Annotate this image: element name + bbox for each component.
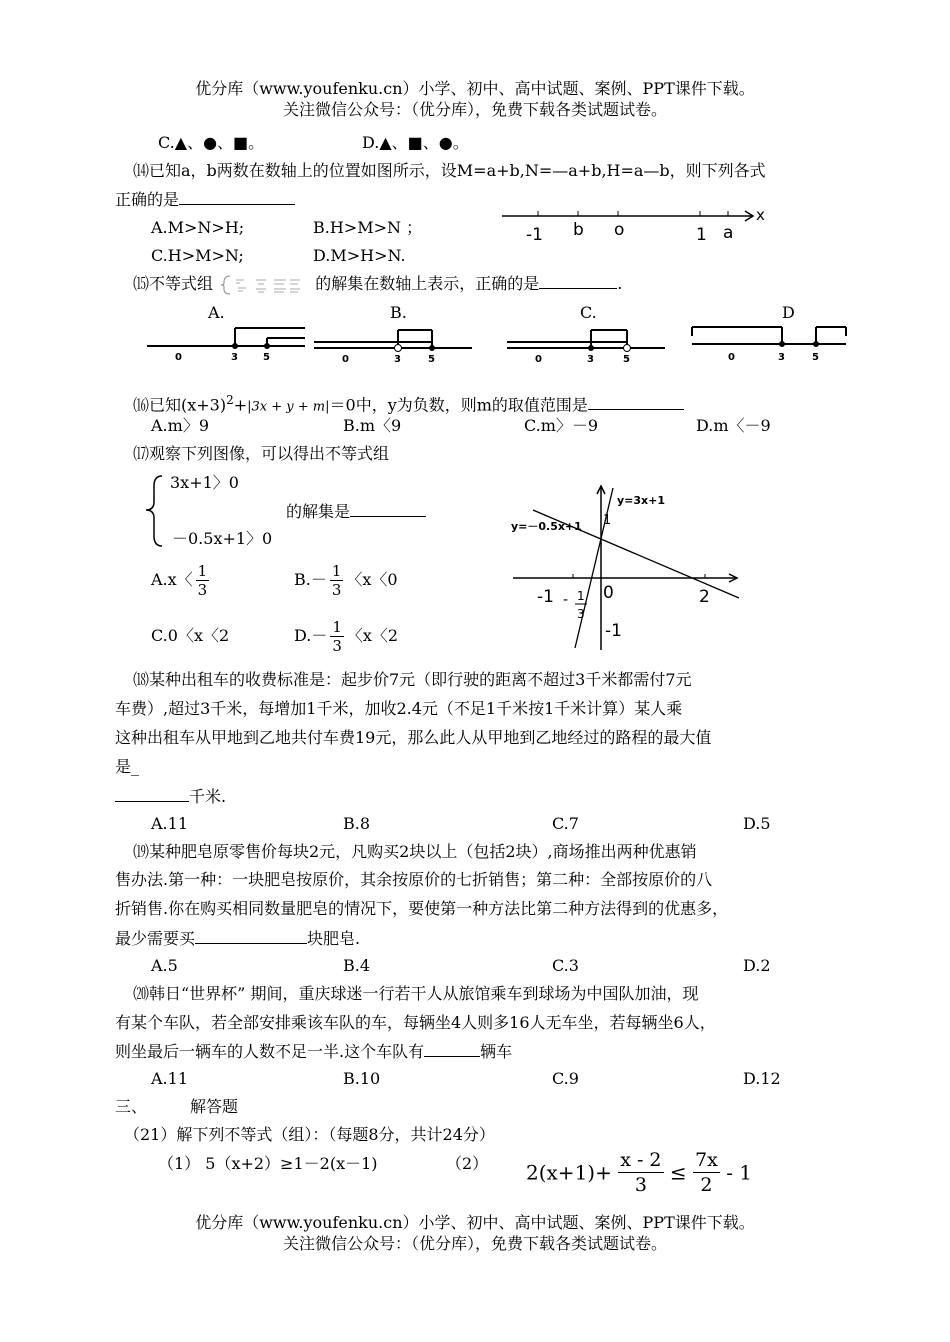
q19-option-a: A.5: [151, 956, 178, 975]
q17-inequality-2: －0.5x+1〉0: [172, 529, 273, 548]
q21-part-1: （1） 5（x+2）≥1－2(x－1): [158, 1154, 378, 1173]
q14-option-c: C.H>M>N;: [151, 246, 244, 265]
svg-text:5: 5: [263, 352, 270, 363]
svg-text:0: 0: [175, 352, 182, 363]
svg-text:0: 0: [728, 352, 735, 363]
graph-y-intercept: 1: [603, 513, 612, 528]
q19-line-3: 折销售.你在购买相同数量肥皂的情况下，要使第一种方法比第二种方法得到的优惠多，: [115, 899, 729, 918]
q15-option-c-label: C.: [580, 303, 597, 322]
q19-option-d: D.2: [743, 956, 771, 975]
svg-text:1: 1: [577, 589, 585, 603]
q19-line-1: ⒆某种肥皂原零售价每块2元，凡购买2块以上（包括2块）,商场推出两种优惠销: [133, 842, 697, 861]
q17-solution-text: 的解集是: [286, 500, 426, 523]
q20-option-d: D.12: [743, 1069, 781, 1088]
q17-option-d: D.－ $\frac{1}{3}$ 〈x〈2: [294, 618, 399, 655]
svg-text:5: 5: [812, 352, 819, 363]
q15-text: ⒂不等式组 的解集在数轴上表示，正确的是 .: [133, 272, 622, 296]
q14-option-a: A.M>N>H;: [151, 218, 245, 237]
q14-text-1: ⒁已知a，b两数在数轴上的位置如图所示，设M=a+b,N=—a+b,H=a—b，则下列各式: [133, 161, 766, 180]
axis-label-a: a: [723, 223, 734, 243]
q15-option-c-number-line: [505, 324, 670, 368]
graph-label-minus1: -1: [537, 587, 554, 607]
q18-option-c: C.7: [552, 814, 579, 833]
footer-line-1: 优分库（www.youfenku.cn）小学、初中、高中试题、案例、PPT课件下载。: [195, 1213, 755, 1232]
graph-label-2: 2: [699, 587, 710, 607]
q18-option-b: B.8: [343, 814, 371, 833]
axis-label-minus1: -1: [526, 225, 543, 245]
q15-option-b-label: B.: [390, 303, 407, 322]
axis-x-label: x: [756, 206, 765, 224]
q18-line-5: 千米.: [115, 785, 226, 808]
q18-line-2: 车费）,超过3千米，每增加1千米，加收2.4元（不足1千米按1千米计算）某人乘: [115, 699, 683, 718]
q13-option-d: D.▲、■、●。: [362, 133, 469, 152]
graph-label-line2: y=－0.5x+1: [511, 520, 582, 533]
axis-label-b: b: [573, 220, 584, 240]
header-line-2: 关注微信公众号：（优分库），免费下载各类试题试卷。: [282, 100, 667, 119]
q21-part-2-label: （2）: [446, 1154, 489, 1173]
footer-line-2: 关注微信公众号：（优分库），免费下载各类试题试卷。: [282, 1234, 667, 1253]
q17-text: ⒄观察下列图像，可以得出不等式组: [133, 444, 390, 463]
axis-label-1: 1: [696, 225, 707, 245]
svg-text:0: 0: [535, 354, 542, 365]
svg-text:3: 3: [577, 607, 585, 621]
q18-option-d: D.5: [743, 814, 771, 833]
q19-line-4: 最少需要买 块肥皂.: [115, 929, 361, 948]
q16-text: ⒃已知$(x+3)^2+|3x + y + m|=0$中，y为负数，则m的取值范围是: [133, 389, 684, 418]
q15-option-a-number-line: [145, 320, 310, 368]
section-3-title: 解答题: [190, 1097, 239, 1116]
q19-option-b: B.4: [343, 956, 371, 975]
q20-option-b: B.10: [343, 1069, 381, 1088]
q15-option-d-label: D: [782, 303, 795, 322]
q16-option-d: D.m〈－9: [696, 416, 771, 435]
q20-line-2: 有某个车队，若全部安排乘该车队的车，每辆坐4人则多16人无车坐，若每辆坐6人，: [115, 1013, 716, 1032]
svg-text:3: 3: [587, 354, 594, 365]
graph-label-line1: y=3x+1: [617, 494, 666, 507]
q19-option-c: C.3: [552, 956, 579, 975]
svg-text:3: 3: [394, 354, 401, 365]
svg-text:5: 5: [623, 354, 630, 365]
q18-option-a: A.11: [151, 814, 188, 833]
q19-line-2: 售办法.第一种：一块肥皂按原价，其余按原价的七折销售；第二种：全部按原价的八: [115, 870, 713, 889]
q17-inequality-1: 3x+1〉0: [170, 473, 239, 492]
q16-option-c: C.m〉－9: [524, 416, 599, 435]
q15-option-b-number-line: [312, 324, 477, 368]
q17-function-graph: [505, 480, 745, 652]
q17-option-b: B.－ $\frac{1}{3}$ 〈x〈0: [294, 562, 398, 599]
q20-line-1: ⒇韩日“世界杯” 期间，重庆球迷一行若干人从旅馆乘车到球场为中国队加油，现: [133, 984, 699, 1003]
q15-option-d-number-line: [690, 320, 850, 368]
q16-option-a: A.m〉9: [151, 416, 209, 435]
q18-line-4: 是_: [115, 757, 140, 776]
q20-option-c: C.9: [552, 1069, 579, 1088]
q17-option-a: A.x〈 $\frac{1}{3}$: [151, 562, 208, 599]
q14-text-2: 正确的是: [115, 188, 295, 211]
inequality-system-image: [218, 274, 310, 296]
svg-text:3: 3: [778, 352, 785, 363]
header-line-1: 优分库（www.youfenku.cn）小学、初中、高中试题、案例、PPT课件下载。: [195, 79, 755, 98]
graph-label-minus1-y: -1: [605, 621, 622, 641]
q20-option-a: A.11: [151, 1069, 188, 1088]
svg-text:-: -: [563, 592, 569, 608]
q14-number-line: [500, 200, 770, 246]
svg-text:3: 3: [231, 352, 238, 363]
q18-line-1: ⒅某种出租车的收费标准是：起步价7元（即行驶的距离不超过3千米都需付7元: [133, 670, 692, 689]
section-3-number: 三、: [115, 1097, 148, 1116]
q16-option-b: B.m〈9: [343, 416, 402, 435]
system-brace: [140, 472, 170, 552]
q21-part-2-equation: 2(x+1)+ $\frac{x - 2}{3}$ ≤ $\frac{7x}{2}$ - 1: [526, 1149, 753, 1194]
q20-line-3: 则坐最后一辆车的人数不足一半.这个车队有 辆车: [115, 1042, 513, 1061]
q15-option-a-label: A.: [208, 303, 225, 322]
q21-text: （21）解下列不等式（组）：（每题8分，共计24分）: [124, 1125, 495, 1144]
q14-option-b: B.H>M>N ；: [313, 218, 423, 237]
q17-option-c: C.0〈x〈2: [151, 626, 230, 645]
svg-text:5: 5: [428, 354, 435, 365]
q13-option-c: C.▲、●、■。: [158, 133, 265, 152]
q14-option-d: D.M>H>N.: [313, 246, 406, 265]
svg-text:0: 0: [342, 354, 349, 365]
q18-line-3: 这种出租车从甲地到乙地共付车费19元，那么此人从甲地到乙地经过的路程的最大值: [115, 728, 712, 747]
graph-label-0: 0: [603, 583, 614, 603]
axis-label-0: o: [614, 220, 625, 240]
